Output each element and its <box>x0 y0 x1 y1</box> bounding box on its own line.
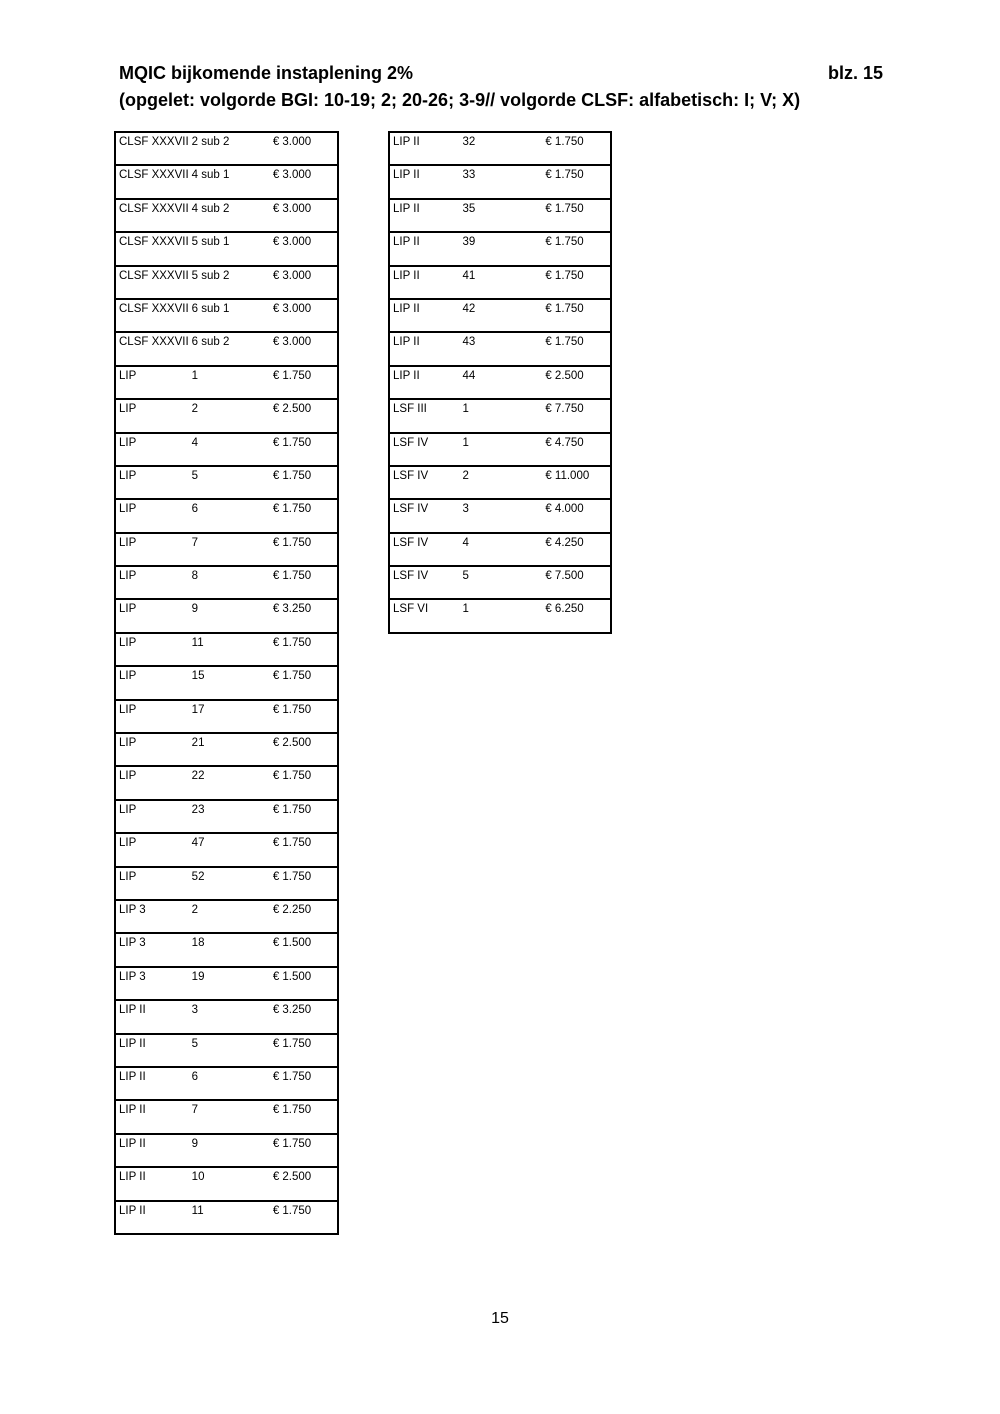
loan-series-cell: LSF IV <box>389 533 459 566</box>
loan-number-cell: 6 sub 2 <box>189 332 270 365</box>
loan-number-cell: 2 <box>189 399 270 432</box>
amount-cell: € 7.500 <box>542 566 611 599</box>
table-row <box>389 332 611 365</box>
loan-series-cell: LIP II <box>389 299 459 332</box>
loan-series-cell: LIP <box>115 533 189 566</box>
amount-cell: € 3.000 <box>270 165 338 198</box>
loan-series-cell: LSF VI <box>389 599 459 632</box>
table-row <box>389 199 611 232</box>
table-row <box>115 666 338 699</box>
loan-series-cell: LIP II <box>115 1134 189 1167</box>
loan-series-cell: LIP II <box>115 1167 189 1200</box>
loan-table-left <box>114 131 339 1235</box>
loan-number-cell: 5 sub 2 <box>189 266 270 299</box>
amount-cell: € 3.000 <box>270 266 338 299</box>
loan-number-cell: 11 <box>189 1201 270 1234</box>
loan-number-cell: 11 <box>189 633 270 666</box>
loan-number-cell: 3 <box>459 499 542 532</box>
amount-cell: € 3.000 <box>270 332 338 365</box>
amount-cell: € 1.750 <box>542 199 611 232</box>
table-row <box>115 266 338 299</box>
table-row <box>389 466 611 499</box>
table-row <box>115 599 338 632</box>
table-row <box>389 232 611 265</box>
amount-cell: € 3.000 <box>270 232 338 265</box>
loan-series-cell: LSF IV <box>389 433 459 466</box>
loan-number-cell: 21 <box>189 733 270 766</box>
amount-cell: € 1.750 <box>270 1134 338 1167</box>
loan-number-cell: 7 <box>189 533 270 566</box>
loan-series-cell: LIP <box>115 399 189 432</box>
loan-number-cell: 22 <box>189 766 270 799</box>
loan-series-cell: LIP II <box>115 1034 189 1067</box>
page-label: blz. 15 <box>827 63 883 83</box>
loan-number-cell: 1 <box>459 433 542 466</box>
table-row <box>115 399 338 432</box>
loan-series-cell: LIP 3 <box>115 933 189 966</box>
loan-series-cell: LSF IV <box>389 499 459 532</box>
page-number: 15 <box>491 1310 509 1327</box>
loan-number-cell: 5 <box>189 1034 270 1067</box>
table-row <box>115 132 338 165</box>
loan-series-cell: LSF III <box>389 399 459 432</box>
loan-series-cell: LIP II <box>389 366 459 399</box>
loan-number-cell: 5 <box>459 566 542 599</box>
loan-number-cell: 1 <box>459 599 542 632</box>
amount-cell: € 1.750 <box>270 433 338 466</box>
table-row <box>115 800 338 833</box>
loan-number-cell: 42 <box>459 299 542 332</box>
loan-series-cell: LIP <box>115 666 189 699</box>
loan-number-cell: 43 <box>459 332 542 365</box>
loan-number-cell: 15 <box>189 666 270 699</box>
amount-cell: € 11.000 <box>542 466 611 499</box>
page-header <box>119 60 883 114</box>
loan-series-cell: LIP II <box>389 165 459 198</box>
loan-number-cell: 4 <box>189 433 270 466</box>
table-row <box>389 533 611 566</box>
loan-series-cell: LIP <box>115 366 189 399</box>
amount-cell: € 2.500 <box>542 366 611 399</box>
loan-number-cell: 6 <box>189 1067 270 1100</box>
amount-cell: € 1.750 <box>270 1067 338 1100</box>
table-row <box>115 499 338 532</box>
table-row <box>115 566 338 599</box>
amount-cell: € 1.750 <box>270 566 338 599</box>
loan-series-cell: LIP II <box>389 332 459 365</box>
document-subtitle: (opgelet: volgorde BGI: 10-19; 2; 20-26; 3-9// volgorde CLSF: alfabetisch: I; V; X) <box>119 90 801 110</box>
amount-cell: € 2.500 <box>270 733 338 766</box>
loan-number-cell: 4 sub 2 <box>189 199 270 232</box>
loan-series-cell: CLSF XXXVII <box>115 232 189 265</box>
table-row <box>389 433 611 466</box>
table-row <box>115 232 338 265</box>
loan-number-cell: 18 <box>189 933 270 966</box>
loan-series-cell: LIP <box>115 633 189 666</box>
loan-number-cell: 9 <box>189 599 270 632</box>
loan-number-cell: 17 <box>189 700 270 733</box>
table-row <box>115 633 338 666</box>
table-row <box>115 466 338 499</box>
loan-series-cell: LIP <box>115 733 189 766</box>
loan-number-cell: 32 <box>459 132 542 165</box>
loan-series-cell: CLSF XXXVII <box>115 299 189 332</box>
loan-number-cell: 2 <box>189 900 270 933</box>
loan-number-cell: 35 <box>459 199 542 232</box>
loan-series-cell: LIP <box>115 800 189 833</box>
amount-cell: € 4.000 <box>542 499 611 532</box>
table-row <box>115 299 338 332</box>
table-row <box>115 1167 338 1200</box>
loan-number-cell: 4 sub 1 <box>189 165 270 198</box>
loan-series-cell: LIP II <box>115 1201 189 1234</box>
loan-series-cell: LIP <box>115 833 189 866</box>
table-row <box>115 1134 338 1167</box>
loan-series-cell: CLSF XXXVII <box>115 132 189 165</box>
loan-number-cell: 2 sub 2 <box>189 132 270 165</box>
table-row <box>389 299 611 332</box>
table-row <box>115 833 338 866</box>
loan-series-cell: LIP II <box>115 1067 189 1100</box>
loan-number-cell: 33 <box>459 165 542 198</box>
amount-cell: € 1.750 <box>542 299 611 332</box>
loan-number-cell: 1 <box>189 366 270 399</box>
loan-series-cell: LSF IV <box>389 566 459 599</box>
loan-series-cell: CLSF XXXVII <box>115 165 189 198</box>
amount-cell: € 1.750 <box>270 1201 338 1234</box>
table-row <box>115 933 338 966</box>
amount-cell: € 1.750 <box>270 366 338 399</box>
table-row <box>389 399 611 432</box>
amount-cell: € 1.750 <box>542 165 611 198</box>
loan-series-cell: LIP II <box>389 132 459 165</box>
loan-series-cell: LIP II <box>389 232 459 265</box>
loan-series-cell: LIP <box>115 700 189 733</box>
table-row <box>115 366 338 399</box>
loan-series-cell: LIP <box>115 499 189 532</box>
amount-cell: € 1.750 <box>270 700 338 733</box>
table-row <box>115 1034 338 1067</box>
loan-series-cell: LIP II <box>115 1100 189 1133</box>
amount-cell: € 2.500 <box>270 399 338 432</box>
table-row <box>115 900 338 933</box>
table-row <box>115 700 338 733</box>
loan-number-cell: 44 <box>459 366 542 399</box>
amount-cell: € 1.750 <box>270 1034 338 1067</box>
amount-cell: € 1.750 <box>270 833 338 866</box>
amount-cell: € 1.750 <box>270 800 338 833</box>
table-row <box>389 566 611 599</box>
loan-table-right <box>388 131 612 634</box>
amount-cell: € 3.000 <box>270 299 338 332</box>
table-row <box>115 1067 338 1100</box>
loan-number-cell: 6 <box>189 499 270 532</box>
loan-number-cell: 6 sub 1 <box>189 299 270 332</box>
table-row <box>389 132 611 165</box>
amount-cell: € 3.000 <box>270 132 338 165</box>
amount-cell: € 1.750 <box>270 533 338 566</box>
amount-cell: € 1.750 <box>542 332 611 365</box>
amount-cell: € 1.750 <box>270 766 338 799</box>
amount-cell: € 6.250 <box>542 599 611 632</box>
table-row <box>389 266 611 299</box>
loan-series-cell: CLSF XXXVII <box>115 332 189 365</box>
table-row <box>389 599 611 632</box>
loan-number-cell: 4 <box>459 533 542 566</box>
loan-number-cell: 10 <box>189 1167 270 1200</box>
table-row <box>115 1000 338 1033</box>
loan-number-cell: 19 <box>189 967 270 1000</box>
loan-number-cell: 5 <box>189 466 270 499</box>
table-row <box>115 1100 338 1133</box>
loan-number-cell: 7 <box>189 1100 270 1133</box>
loan-series-cell: LIP <box>115 599 189 632</box>
loan-number-cell: 2 <box>459 466 542 499</box>
loan-number-cell: 41 <box>459 266 542 299</box>
table-row <box>115 332 338 365</box>
table-row <box>115 967 338 1000</box>
loan-series-cell: LIP II <box>389 266 459 299</box>
loan-number-cell: 9 <box>189 1134 270 1167</box>
loan-number-cell: 5 sub 1 <box>189 232 270 265</box>
table-row <box>115 533 338 566</box>
loan-series-cell: LIP <box>115 867 189 900</box>
amount-cell: € 1.750 <box>270 867 338 900</box>
loan-series-cell: CLSF XXXVII <box>115 199 189 232</box>
amount-cell: € 3.250 <box>270 1000 338 1033</box>
amount-cell: € 2.500 <box>270 1167 338 1200</box>
amount-cell: € 1.500 <box>270 967 338 1000</box>
table-row <box>115 1201 338 1234</box>
loan-number-cell: 1 <box>459 399 542 432</box>
amount-cell: € 1.750 <box>270 633 338 666</box>
loan-series-cell: LIP <box>115 433 189 466</box>
table-row <box>115 733 338 766</box>
loan-series-cell: LIP II <box>115 1000 189 1033</box>
loan-series-cell: LIP <box>115 566 189 599</box>
table-row <box>115 199 338 232</box>
amount-cell: € 1.750 <box>542 132 611 165</box>
document-title: MQIC bijkomende instaplening 2% <box>119 63 414 83</box>
amount-cell: € 1.750 <box>270 666 338 699</box>
loan-series-cell: LIP <box>115 766 189 799</box>
table-row <box>115 867 338 900</box>
table-row <box>389 165 611 198</box>
loan-series-cell: LIP 3 <box>115 900 189 933</box>
amount-cell: € 1.750 <box>270 499 338 532</box>
amount-cell: € 3.250 <box>270 599 338 632</box>
amount-cell: € 1.750 <box>270 1100 338 1133</box>
loan-number-cell: 47 <box>189 833 270 866</box>
loan-series-cell: LIP 3 <box>115 967 189 1000</box>
table-row <box>115 433 338 466</box>
amount-cell: € 2.250 <box>270 900 338 933</box>
table-row <box>389 366 611 399</box>
amount-cell: € 1.750 <box>542 266 611 299</box>
loan-number-cell: 3 <box>189 1000 270 1033</box>
amount-cell: € 4.250 <box>542 533 611 566</box>
loan-series-cell: LIP <box>115 466 189 499</box>
loan-number-cell: 8 <box>189 566 270 599</box>
loan-series-cell: LIP II <box>389 199 459 232</box>
title-row <box>119 60 883 87</box>
table-row <box>115 766 338 799</box>
loan-number-cell: 52 <box>189 867 270 900</box>
amount-cell: € 1.750 <box>270 466 338 499</box>
amount-cell: € 1.500 <box>270 933 338 966</box>
table-row <box>389 499 611 532</box>
amount-cell: € 4.750 <box>542 433 611 466</box>
amount-cell: € 1.750 <box>542 232 611 265</box>
loan-series-cell: LSF IV <box>389 466 459 499</box>
table-row <box>115 165 338 198</box>
loan-series-cell: CLSF XXXVII <box>115 266 189 299</box>
amount-cell: € 7.750 <box>542 399 611 432</box>
amount-cell: € 3.000 <box>270 199 338 232</box>
loan-number-cell: 39 <box>459 232 542 265</box>
loan-number-cell: 23 <box>189 800 270 833</box>
